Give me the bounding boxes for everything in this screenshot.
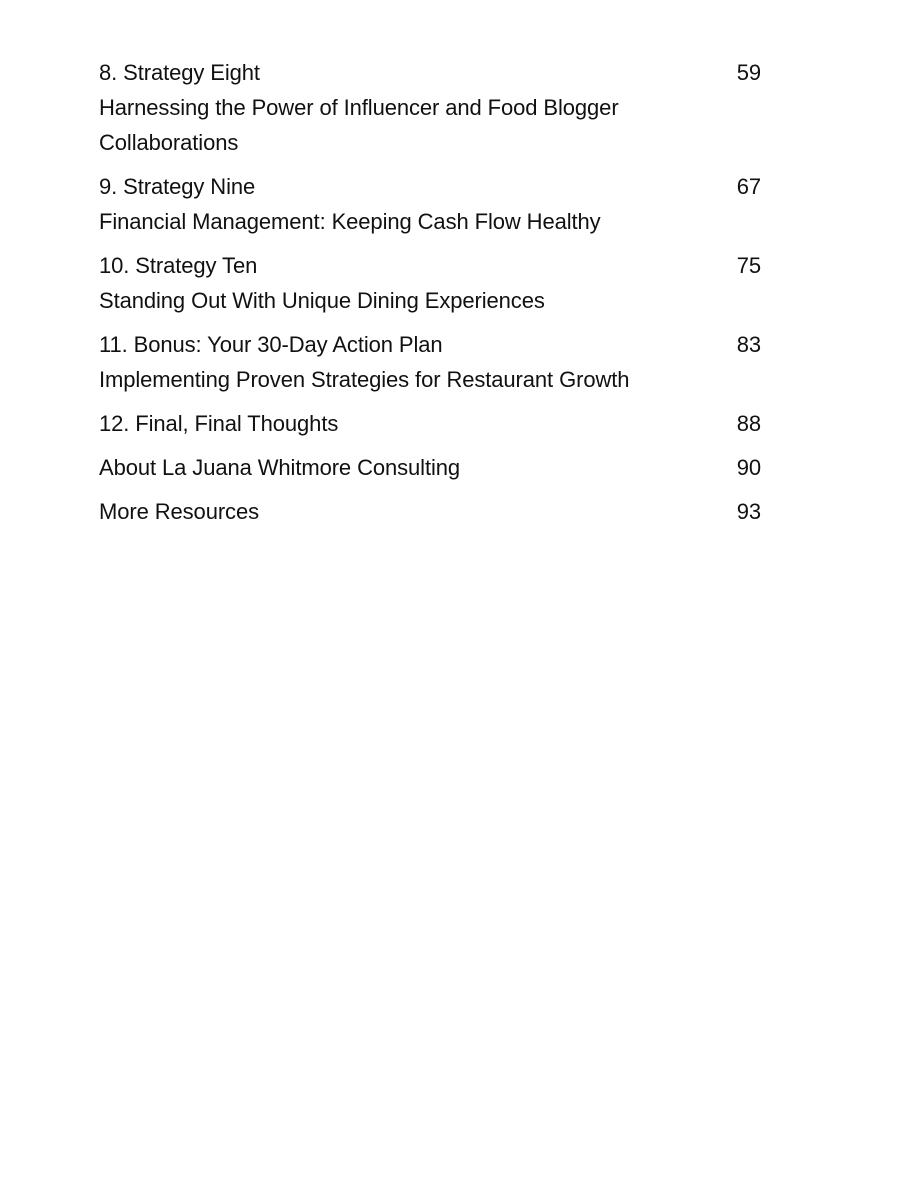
toc-entry-page-number: 75 — [736, 253, 761, 278]
toc-entry-strategy-nine[interactable] — [99, 169, 761, 239]
toc-entry-page-number: 90 — [736, 455, 761, 480]
toc-entry-subtitle: Harnessing the Power of Influencer and Food Blogger Collaborations — [99, 95, 619, 155]
toc-entry-subtitle: Standing Out With Unique Dining Experiences — [99, 288, 545, 313]
toc-entry-title: 11. Bonus: Your 30-Day Action Plan — [99, 332, 443, 357]
toc-entry-title-row — [99, 406, 761, 441]
toc-entry-title: 10. Strategy Ten — [99, 253, 258, 278]
toc-entry-page-number: 67 — [736, 174, 761, 199]
toc-entry-subtitle: Implementing Proven Strategies for Restaurant Growth — [99, 367, 630, 392]
toc-entry-about[interactable] — [99, 450, 761, 485]
toc-entry-page-number: 93 — [736, 499, 761, 524]
toc-entry-more-resources[interactable] — [99, 494, 761, 529]
toc-entry-title-row — [99, 169, 761, 204]
toc-entry-strategy-ten[interactable] — [99, 248, 761, 318]
toc-entry-title-row — [99, 248, 761, 283]
toc-entry-title-row — [99, 55, 761, 90]
toc-entry-strategy-eight[interactable] — [99, 55, 761, 160]
toc-entry-title-row — [99, 494, 761, 529]
toc-entry-page-number: 83 — [736, 332, 761, 357]
toc-entry-title: 8. Strategy Eight — [99, 60, 260, 85]
toc-entry-title: 9. Strategy Nine — [99, 174, 256, 199]
toc-entry-title: More Resources — [99, 499, 259, 524]
toc-entry-title: 12. Final, Final Thoughts — [99, 411, 339, 436]
toc-entry-page-number: 59 — [736, 60, 761, 85]
toc-entry-title: About La Juana Whitmore Consulting — [99, 455, 461, 480]
toc-entry-page-number: 88 — [736, 411, 761, 436]
toc-entry-bonus-action-plan[interactable] — [99, 327, 761, 397]
toc-entry-final-thoughts[interactable] — [99, 406, 761, 441]
table-of-contents — [99, 55, 761, 538]
toc-entry-title-row — [99, 327, 761, 362]
toc-entry-title-row — [99, 450, 761, 485]
toc-entry-subtitle: Financial Management: Keeping Cash Flow Healthy — [99, 209, 601, 234]
